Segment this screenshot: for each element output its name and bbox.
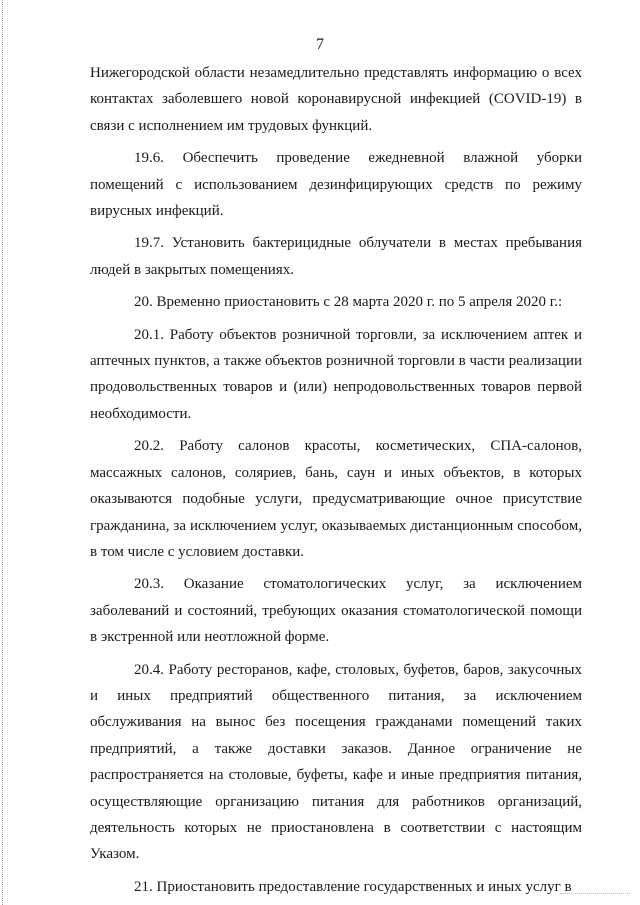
- paragraph-20-2: 20.2. Работу салонов красоты, косметических, СПА-салонов, массажных салонов, соляриев, бань, саун и иных объектов, в которых оказываются подобные услуги, предусматривающие очное присутствие гражданина, за исключением услуг, оказываемых дистанционным способом, в том числе с условием доставки.: [90, 438, 582, 560]
- paragraph-20-1: 20.1. Работу объектов розничной торговли, за исключением аптек и аптечных пунктов, а также объектов розничной торговли в части реализации продовольственных товаров и (или) непродовольственных товаров первой необходимости.: [90, 326, 582, 422]
- paragraph-19-7: 19.7. Установить бактерицидные облучатели в местах пребывания людей в закрытых помещениях.: [90, 235, 582, 278]
- paragraph-20-4: 20.4. Работу ресторанов, кафе, столовых, буфетов, баров, закусочных и иных предприятий общественного питания, за исключением обслуживания на вынос без посещения гражданами помещений таких предприятий, а также доставки заказов. Данное ограничение не распространяется на столовые, буфеты, кафе и иные предприятия питания, осуществляющие организацию питания для работников организаций, деятельность которых не приостановлена в соответствии с настоящим Указом.: [90, 661, 582, 863]
- page-number: 7: [316, 36, 324, 53]
- paragraph-20: 20. Временно приостановить с 28 марта 2020 г. по 5 апреля 2020 г.:: [134, 294, 563, 311]
- document-body: [90, 60, 582, 900]
- page-left-edge: [2, 0, 3, 905]
- paragraph-continuation: Нижегородской области незамедлительно представлять информацию о всех контактах заболевшего новой коронавирусной инфекцией (COVID-19) в связи с исполнением им трудовых функций.: [90, 65, 582, 134]
- paragraph-19-6: 19.6. Обеспечить проведение ежедневной влажной уборки помещений с использованием дезинфицирующих средств по режиму вирусных инфекций.: [90, 150, 582, 220]
- paragraph-20-3: 20.3. Оказание стоматологических услуг, за исключением заболеваний и состояний, требующих оказания стоматологической помощи в экстренной или неотложной форме.: [90, 576, 582, 646]
- paragraph-21: 21. Приостановить предоставление государственных и иных услуг в: [134, 878, 572, 895]
